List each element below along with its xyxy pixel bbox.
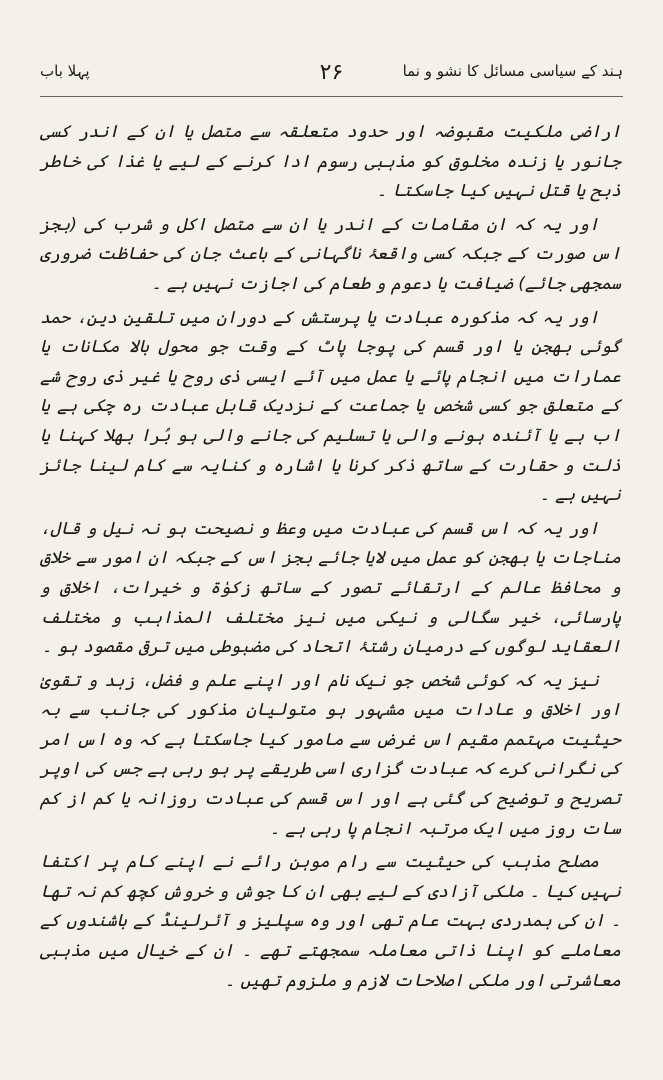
page-header (40, 60, 623, 94)
chapter-label: پہلا باب (40, 62, 90, 80)
page-body (40, 118, 621, 1000)
paragraph-1: اراضی ملکیت مقبوضہ اور حدود متعلقہ سے متصل یا ان کے اندر کسی جانور یا زندہ مخلوق کو مذہبی رسوم ادا کرنے کے لیے یا غذا کی خاطر ذبح یا قتل نہیں کیا جاسکتا ۔ (40, 122, 621, 202)
paragraph-6: مصلح مذہب کی حیثیت سے رام موہن رائے نے اپنے کام پر اکتفا نہیں کیا ۔ ملکی آزادی کے لیے بھی ان کا جوش و خروش کچھ کم نہ تھا ۔ ان کی ہمدردی بہت عام تھی اور وہ سپلیز و آئرلینڈ کے باشندوں کے معاملے کو اپنا ذاتی معاملہ سمجھتے تھے ۔ ان کے خیال میں مذہبی معاشرتی اور ملکی اصلاحات لازم و ملزوم تھیں ۔ (40, 852, 621, 991)
paragraph-4: اور یہ کہ اس قسم کی عبادت میں وعظ و نصیحت ہو نہ نیل و قال، مناجات یا بھجن کو عمل میں لایا جائے بجز اس کے جبکہ ان امور سے خلاق و محافظ عالم کے ارتقائے تصور کے ساتھ زکوٰۃ و خیرات، اخلاق و پارسائی، خیر سگالی و نیکی میں نیز مختلف المذاہب و مختلف العقاید لوگوں کے درمیان رشتۂ اتحاد کی مضبوطی میں ترقی مقصود ہو ۔ (40, 518, 621, 658)
paragraph-2: اور یہ کہ ان مقامات کے اندر یا ان سے متصل اکل و شرب کی (بجز اس صورت کے جبکہ کسی واقعۂ ناگہانی کے باعث جان کی حفاظت ضروری سمجھی جائے) ضیافت یا دعوم و طعام کی اجازت نہیں ہے ۔ (40, 214, 621, 294)
page-number: ۲۶ (319, 60, 344, 85)
header-rule (40, 96, 623, 97)
running-title: ہند کے سیاسی مسائل کا نشو و نما (402, 62, 623, 80)
paragraph-5: نیز یہ کہ کوئی شخص جو نیک نام اور اپنے علم و فضل، زہد و تقویٰ اور اخلاق و عادات میں مشہور ہو متولیان مذکور کی جانب سے بہ حیثیت مہتمم مقیم اس غرض سے مامور کیا جاسکتا ہے کہ وہ اس امر کی نگرانی کرے کہ عبادت گزاری اسی طریقے پر ہو رہی ہے جس کی اوپر تصریح و توضیح کی گئی ہے اور اس قسم کی عبادت روزانہ یا کم از کم سات روز میں ایک مرتبہ انجام پا رہی ہے ۔ (40, 670, 621, 839)
paragraph-3: اور یہ کہ مذکورہ عبادت یا پرستش کے دوران میں تلقین دین، حمد گوئی بھجن یا اور قسم کی پوجا پاٹ کے وقت جو محول بالا مکانات یا عمارات میں انجام پائے یا عمل میں آئے ایسی ذی روح یا غیر ذی روح شے کے متعلق جو کسی شخص یا جماعت کے نزدیک قابل عبادت رہ چکی ہے یا اب ہے یا آئندہ ہونے والی یا تسلیم کی جانے والی ہو بُرا بھلا کہنا یا ذلت و حقارت کے ساتھ ذکر کرنا یا اشارہ و کنایہ سے کام لینا جائز نہیں ہے ۔ (40, 307, 621, 506)
